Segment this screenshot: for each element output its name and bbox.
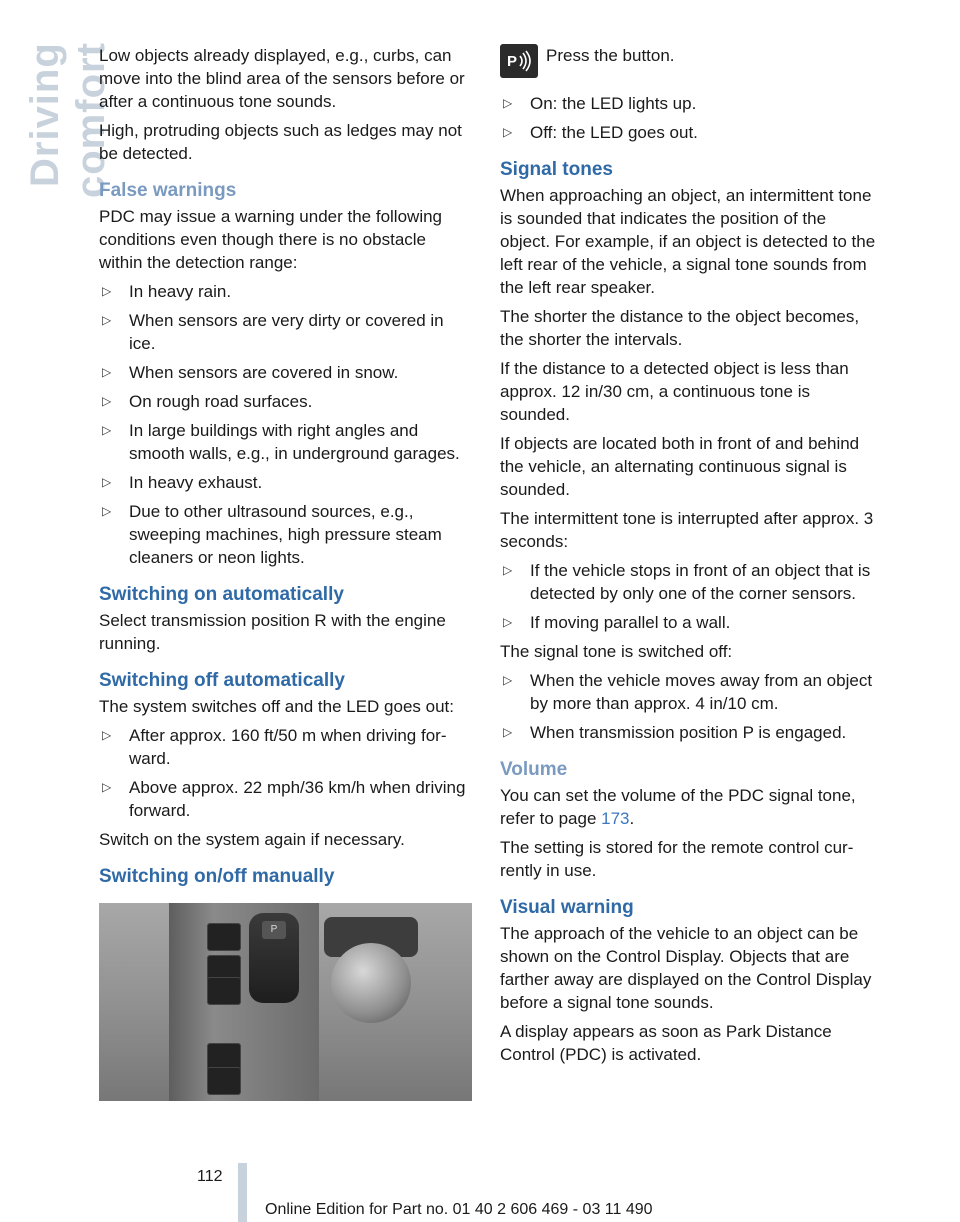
left-column [99,44,474,1101]
triangle-bullet-icon: ▷ [102,284,112,298]
triangle-bullet-icon: ▷ [503,125,513,139]
list-item: ▷ Due to other ultrasound sources, e.g., sweeping machines, high pressure steam cleaners or neon lights. [102,502,442,567]
console-button [207,977,241,1005]
triangle-bullet-icon: ▷ [102,394,112,408]
switched-off-list [500,669,876,744]
paragraph: You can set the volume of the PDC signal tone, refer to page 173. [500,786,856,828]
pdc-button-row [500,44,876,78]
list-item: ▷ Off: the LED goes out. [503,123,698,142]
triangle-bullet-icon: ▷ [102,423,112,437]
triangle-bullet-icon: ▷ [102,780,112,794]
paragraph: The intermittent tone is interrupted after approx. 3 seconds: [500,509,874,551]
paragraph: High, protruding objects such as ledges may not be detected. [99,121,462,163]
right-column [500,44,876,1072]
list-item: ▷ When the vehicle moves away from an object by more than approx. 4 in/10 cm. [503,671,873,713]
visual-warning-heading: Visual warning [500,897,634,918]
paragraph: The shorter the distance to the object becomes, the shorter the intervals. [500,307,860,349]
paragraph: When approaching an object, an intermittent tone is sounded that indicates the position of the object. For example, if an object is detected to the left rear of the vehicle, a signal tone sounds from the left rear speaker. [500,186,876,297]
press-button-text: Press the button. [546,46,675,65]
triangle-bullet-icon: ▷ [102,504,112,518]
list-item: ▷ In heavy rain. [102,282,232,301]
list-item: ▷ On rough road surfaces. [102,392,313,411]
svg-text:P: P [507,53,518,70]
interrupt-list [500,559,876,634]
edition-footer: Online Edition for Part no. 01 40 2 606 469 - 03 11 490 [265,1201,653,1218]
list-item: ▷ On: the LED lights up. [503,94,697,113]
paragraph: The setting is stored for the remote control currently in use. [500,838,854,880]
list-item: ▷ In large buildings with right angles and smooth walls, e.g., in underground garages. [102,421,460,463]
triangle-bullet-icon: ▷ [102,475,112,489]
false-warnings-heading: False warnings [99,180,237,201]
paragraph: If the distance to a detected object is less than approx. 12 in/30 cm, a continuous tone is sounded. [500,359,849,424]
list-item: ▷ When sensors are very dirty or covered in ice. [102,311,444,353]
triangle-bullet-icon: ▷ [503,615,513,629]
list-item: ▷ Above approx. 22 mph/36 km/h when driving forward. [102,778,466,820]
idrive-controller-knob [331,943,411,1023]
pdc-button-icon [500,44,538,78]
triangle-bullet-icon: ▷ [102,313,112,327]
paragraph: The system switches off and the LED goes out: [99,697,454,716]
led-list [500,92,876,144]
list-item: ▷ When sensors are covered in snow. [102,363,399,382]
paragraph: The approach of the vehicle to an object can be shown on the Control Display. Objects that are farther away are displayed on the Control Display before a signal tone sounds. [500,924,872,1012]
manual-heading: Switching on/off manually [99,866,335,887]
page-reference-link[interactable]: 173 [601,809,630,828]
gear-selector [249,913,299,1003]
list-item: ▷ After approx. 160 ft/50 m when driving forward. [102,726,447,768]
paragraph: Switch on the system again if necessary. [99,830,405,849]
console-button [207,923,241,951]
paragraph: The signal tone is switched off: [500,642,733,661]
auto-off-heading: Switching off automatically [99,670,345,691]
paragraph: If objects are located both in front of and behind the vehicle, an alternating continuous signal is sounded. [500,434,860,499]
false-warnings-list [99,280,474,569]
side-section-title: Driving comfort [23,42,113,198]
list-item: ▷ In heavy exhaust. [102,473,263,492]
list-item: ▷ When transmission position P is engaged. [503,723,847,742]
paragraph: Low objects already displayed, e.g., curbs, can move into the blind area of the sensors before or after a continuous tone sounds. [99,46,465,111]
list-item: ▷ If the vehicle stops in front of an object that is detected by only one of the corner sensors. [503,561,871,603]
page-number: 112 [197,1168,223,1185]
auto-on-heading: Switching on automatically [99,584,344,605]
pdc-console-button [207,1067,241,1095]
signal-tones-heading: Signal tones [500,159,613,180]
footer-accent-bar [238,1163,247,1222]
triangle-bullet-icon: ▷ [503,563,513,577]
park-button-icon: P [262,921,286,939]
auto-off-list [99,724,474,822]
list-item: ▷ If moving parallel to a wall. [503,613,731,632]
paragraph: Select transmission position R with the engine running. [99,611,446,653]
triangle-bullet-icon: ▷ [503,725,513,739]
triangle-bullet-icon: ▷ [102,365,112,379]
triangle-bullet-icon: ▷ [102,728,112,742]
triangle-bullet-icon: ▷ [503,673,513,687]
paragraph: A display appears as soon as Park Distance Control (PDC) is activated. [500,1022,832,1064]
volume-heading: Volume [500,759,568,780]
triangle-bullet-icon: ▷ [503,96,513,110]
paragraph: PDC may issue a warning under the following conditions even though there is no obstacle within the detection range: [99,207,443,272]
center-console-photo [99,903,472,1101]
